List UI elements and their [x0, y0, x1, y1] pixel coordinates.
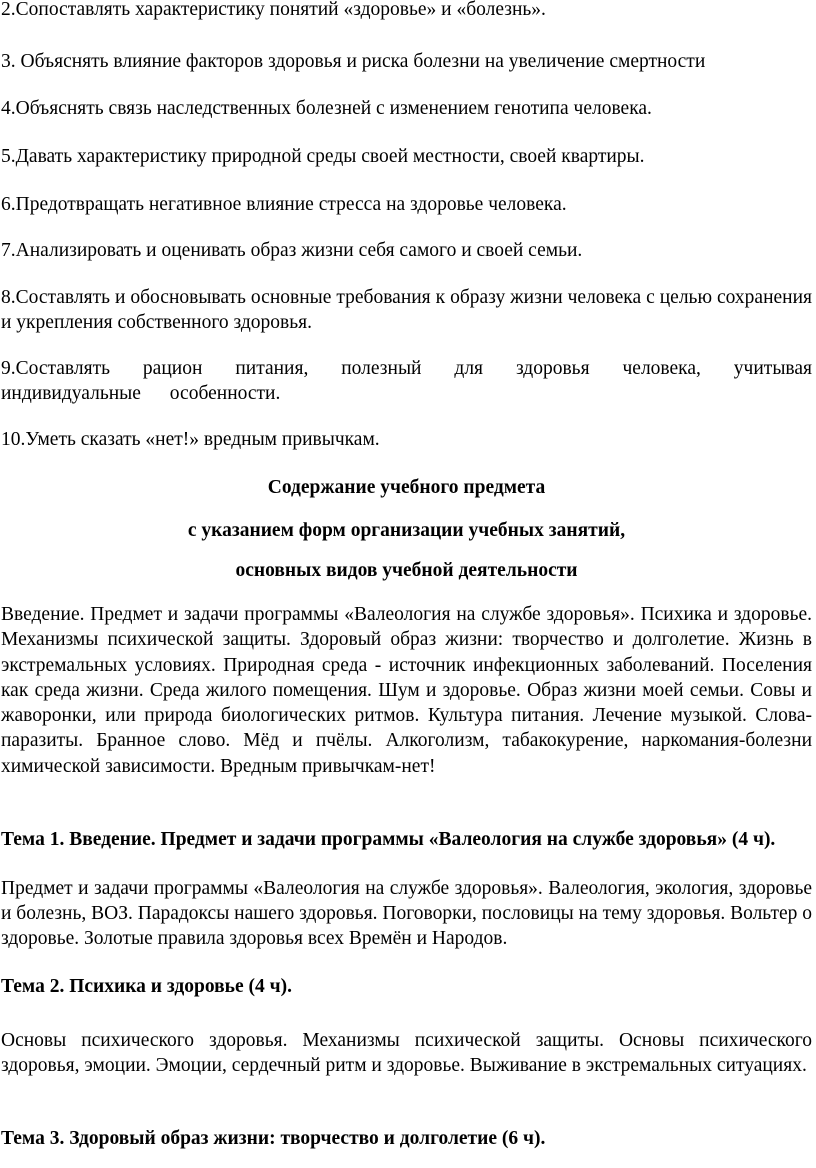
section-heading-line2: с указанием форм организации учебных занятий, [187, 520, 626, 541]
topic-2-title: Тема 2. Психика и здоровье (4 ч). [1, 976, 292, 997]
topic-1-body: Предмет и задачи программы «Валеология на службе здоровья». Валеология, экология, здоровье и болезнь, ВОЗ. Парадоксы нашего здоровья. Поговорки, пословицы на тему здоровья. Вольтер о здоровье. Золотые правила здоровья всех Времён и Народов. [1, 878, 812, 949]
intro-paragraph: Введение. Предмет и задачи программы «Валеология на службе здоровья». Психика и здоровье. Механизмы психической защиты. Здоровый образ жизни: творчество и долголетие. Жизнь в экстремальных условиях. Природная среда - источник инфекционных заболеваний. Поселения как среда жизни. Среда жилого помещения. Шум и здоровье. Образ жизни моей семьи. Совы и жаворонки, или природа биологических ритмов. Культура питания. Лечение музыкой. Слова-паразиты. Бранное слово. Мёд и пчёлы. Алкоголизм, табакокурение, наркомания-болезни химической зависимости. Вредным привычкам-нет! [1, 604, 812, 777]
list-item: 2.Сопоставлять характеристику понятий «здоровье» и «болезнь». [1, 0, 546, 20]
list-item: 9.Составлять рацион питания, полезный для здоровья человека, учитывая индивидуальные особенности. [1, 358, 812, 404]
list-item: 10.Уметь сказать «нет!» вредным привычкам. [1, 429, 380, 450]
section-heading-line1: Содержание учебного предмета [267, 477, 546, 498]
list-item: 4.Объяснять связь наследственных болезней с изменением генотипа человека. [1, 98, 652, 119]
topic-3-title: Тема 3. Здоровый образ жизни: творчество и долголетие (6 ч). [1, 1128, 546, 1149]
topic-1-title: Тема 1. Введение. Предмет и задачи программы «Валеология на службе здоровья» (4 ч). [1, 829, 776, 850]
topic-2-body: Основы психического здоровья. Механизмы психической защиты. Основы психического здоровья, эмоции. Эмоции, сердечный ритм и здоровье. Выживание в экстремальных ситуациях. [1, 1030, 812, 1076]
list-item: 5.Давать характеристику природной среды своей местности, своей квартиры. [1, 146, 645, 167]
list-item: 6.Предотвращать негативное влияние стресса на здоровье человека. [1, 194, 567, 215]
list-item: 3. Объяснять влияние факторов здоровья и риска болезни на увеличение смертности [1, 51, 706, 72]
section-heading-line3: основных видов учебной деятельности [235, 560, 578, 581]
list-item: 7.Анализировать и оценивать образ жизни себя самого и своей семьи. [1, 240, 583, 261]
list-item: 8.Составлять и обосновывать основные требования к образу жизни человека с целью сохранения и укрепления собственного здоровья. [1, 287, 812, 333]
